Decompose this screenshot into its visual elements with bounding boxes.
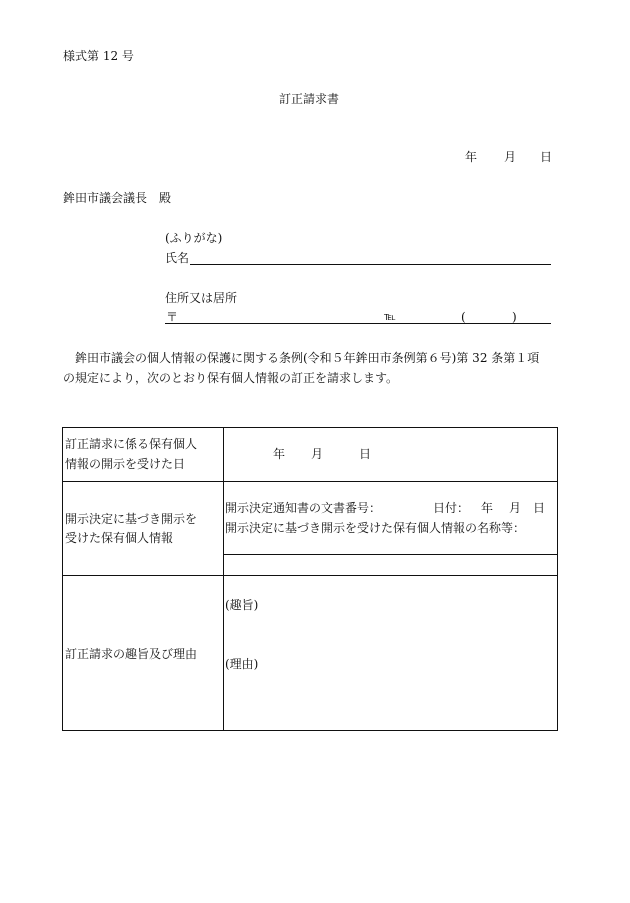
row1-label-line2: 情報の開示を受けた日 <box>65 457 186 471</box>
form-title: 訂正請求書 <box>279 92 340 106</box>
request-table <box>62 427 558 731</box>
tel-paren-close: ) <box>512 310 517 324</box>
table-row2-inner-divider <box>223 554 557 555</box>
row2-year: 年 <box>481 501 494 515</box>
row1-label-line1: 訂正請求に係る保有個人 <box>65 437 198 451</box>
row1-day: 日 <box>359 447 372 461</box>
row3-reason-label: (理由) <box>225 657 259 671</box>
name-underline <box>190 264 551 265</box>
row3-purpose-label: (趣旨) <box>225 598 259 612</box>
tel-paren-open: ( <box>461 310 466 324</box>
row2-date-label: 日付： <box>433 501 470 515</box>
row2-label-line2: 受けた保有個人情報 <box>65 531 174 545</box>
addressee: 鉾田市議会議長 殿 <box>63 191 172 205</box>
address-label: 住所又は居所 <box>165 291 238 305</box>
address-underline <box>165 323 551 324</box>
body-line-2: の規定により，次のとおり保有個人情報の訂正を請求します。 <box>63 371 399 385</box>
date-year-label: 年 <box>465 150 478 164</box>
table-column-divider <box>223 428 224 730</box>
form-number: 様式第 12 号 <box>63 49 134 63</box>
row2-day: 日 <box>533 501 546 515</box>
table-row-divider-2 <box>63 575 557 576</box>
row1-year: 年 <box>273 447 286 461</box>
row3-label: 訂正請求の趣旨及び理由 <box>65 647 198 661</box>
body-line-1: 鉾田市議会の個人情報の保護に関する条例(令和５年鉾田市条例第６号)第 32 条第１項 <box>75 351 540 365</box>
date-month-label: 月 <box>504 150 517 164</box>
row2-name-label: 開示決定に基づき開示を受けた保有個人情報の名称等： <box>225 521 526 535</box>
tel-icon: ℡ <box>384 310 396 323</box>
row1-month: 月 <box>311 447 324 461</box>
table-row-divider-1 <box>63 481 557 482</box>
date-day-label: 日 <box>540 150 553 164</box>
row2-month: 月 <box>509 501 522 515</box>
furigana-label: (ふりがな) <box>165 231 223 245</box>
postal-mark: 〒 <box>166 310 179 324</box>
name-label: 氏名 <box>165 251 190 265</box>
row2-label-line1: 開示決定に基づき開示を <box>65 512 198 526</box>
row2-doc-no-label: 開示決定通知書の文書番号： <box>225 501 382 515</box>
